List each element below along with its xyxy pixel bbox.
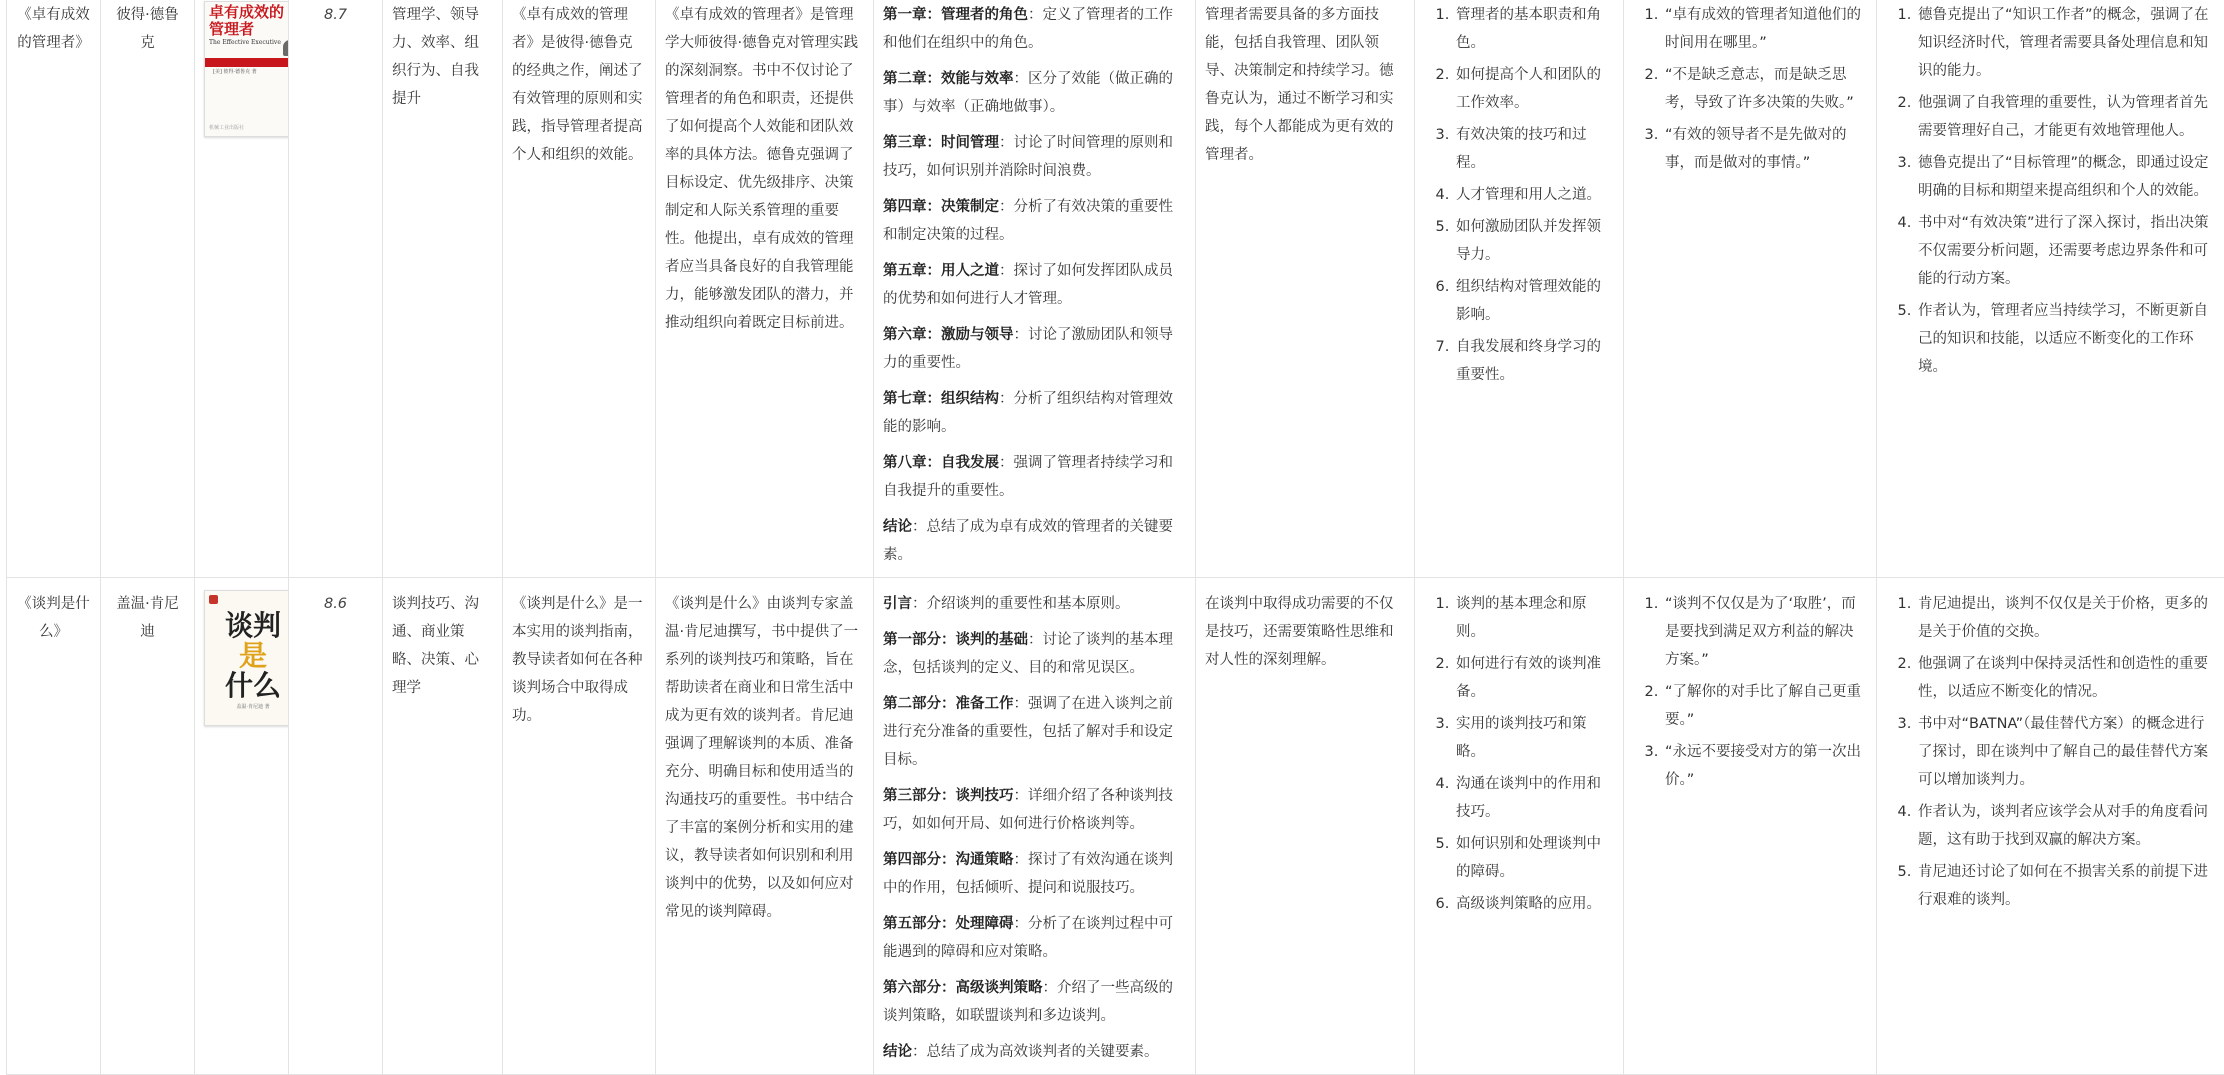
- chapter-item: 第一部分：谈判的基础：讨论了谈判的基本理念，包括谈判的定义、目的和常见误区。: [883, 626, 1186, 682]
- book-table: [6, 0, 2224, 1075]
- book-author: 彼得·德鲁克: [101, 0, 195, 578]
- chapter-item: 引言：介绍谈判的重要性和基本原则。: [883, 590, 1186, 618]
- list-item: 1. 德鲁克提出了“知识工作者”的概念，强调了在知识经济时代，管理者需要具备处理信息和知识的能力。: [1916, 1, 2215, 85]
- quotes: [1624, 0, 1877, 578]
- list-item: 3. “有效的领导者不是先做对的事，而是做对的事情。”: [1663, 121, 1867, 177]
- book-insight: 管理者需要具备的多方面技能，包括自我管理、团队领导、决策制定和持续学习。德鲁克认为，通过不断学习和实践，每个人都能成为更有效的管理者。: [1196, 0, 1415, 578]
- list-item: 5. 如何激励团队并发挥领导力。: [1454, 213, 1614, 269]
- book-cover-image[interactable]: [204, 1, 289, 137]
- chapter-item: 第五部分：处理障碍：分析了在谈判过程中可能遇到的障碍和应对策略。: [883, 910, 1186, 966]
- chapter-item: 结论：总结了成为卓有成效的管理者的关键要素。: [883, 513, 1186, 569]
- list-item: 4. 沟通在谈判中的作用和技巧。: [1454, 770, 1614, 826]
- key-points: [1415, 578, 1624, 1075]
- chapter-item: 第四部分：沟通策略：探讨了有效沟通在谈判中的作用，包括倾听、提问和说服技巧。: [883, 846, 1186, 902]
- book-score: 8.6: [289, 578, 383, 1075]
- table-row: [7, 578, 2224, 1075]
- cover-cell: [195, 0, 289, 578]
- chapter-item: 第三章：时间管理：讨论了时间管理的原则和技巧，如何识别并消除时间浪费。: [883, 129, 1186, 185]
- list-item: 3. “永远不要接受对方的第一次出价。”: [1663, 738, 1867, 794]
- list-item: 5. 肯尼迪还讨论了如何在不损害关系的前提下进行艰难的谈判。: [1916, 858, 2215, 914]
- book-score: 8.7: [289, 0, 383, 578]
- list-item: 2. 如何进行有效的谈判准备。: [1454, 650, 1614, 706]
- list-item: 1. 肯尼迪提出，谈判不仅仅是关于价格，更多的是关于价值的交换。: [1916, 590, 2215, 646]
- book-brief: 《卓有成效的管理者》是彼得·德鲁克的经典之作，阐述了有效管理的原则和实践，指导管理者提高个人和组织的效能。: [503, 0, 656, 578]
- chapter-item: 第八章：自我发展：强调了管理者持续学习和自我提升的重要性。: [883, 449, 1186, 505]
- list-item: 2. 他强调了在谈判中保持灵活性和创造性的重要性，以适应不断变化的情况。: [1916, 650, 2215, 706]
- chapter-item: 第二部分：准备工作：强调了在进入谈判之前进行充分准备的重要性，包括了解对手和设定目标。: [883, 690, 1186, 774]
- cover-cell: [195, 578, 289, 1075]
- book-title: 《卓有成效的管理者》: [7, 0, 101, 578]
- book-chapters: [874, 578, 1196, 1075]
- table-row: [7, 0, 2224, 578]
- list-item: 5. 如何识别和处理谈判中的障碍。: [1454, 830, 1614, 886]
- list-item: 3. 有效决策的技巧和过程。: [1454, 121, 1614, 177]
- cover-title: 卓有成效的管理者: [209, 4, 289, 38]
- chapter-item: 第五章：用人之道：探讨了如何发挥团队成员的优势和如何进行人才管理。: [883, 257, 1186, 313]
- book-insight: 在谈判中取得成功需要的不仅是技巧，还需要策略性思维和对人性的深刻理解。: [1196, 578, 1415, 1075]
- list-item: 2. “了解你的对手比了解自己更重要。”: [1663, 678, 1867, 734]
- list-item: 6. 组织结构对管理效能的影响。: [1454, 273, 1614, 329]
- cover-subtitle: The Effective Executive: [209, 39, 281, 47]
- list-item: 6. 高级谈判策略的应用。: [1454, 890, 1614, 918]
- cover-publisher: 机械工业出版社: [209, 125, 244, 132]
- list-item: 7. 自我发展和终身学习的重要性。: [1454, 333, 1614, 389]
- quotes: [1624, 578, 1877, 1075]
- list-item: 1. 管理者的基本职责和角色。: [1454, 1, 1614, 57]
- list-item: 2. “不是缺乏意志，而是缺乏思考，导致了许多决策的失败。”: [1663, 61, 1867, 117]
- book-tags: 谈判技巧、沟通、商业策略、决策、心理学: [383, 578, 503, 1075]
- publisher-logo-icon: [209, 595, 218, 604]
- list-item: 1. “谈判不仅仅是为了‘取胜’，而是要找到满足双方利益的解决方案。”: [1663, 590, 1867, 674]
- list-item: 2. 他强调了自我管理的重要性，认为管理者首先需要管理好自己，才能更有效地管理他人。: [1916, 89, 2215, 145]
- chapter-item: 第六章：激励与领导：讨论了激励团队和领导力的重要性。: [883, 321, 1186, 377]
- chapter-item: 第二章：效能与效率：区分了效能（做正确的事）与效率（正确地做事）。: [883, 65, 1186, 121]
- book-cover-image[interactable]: [204, 590, 289, 726]
- book-title: 《谈判是什么》: [7, 578, 101, 1075]
- book-brief: 《谈判是什么》是一本实用的谈判指南，教导读者如何在各种谈判场合中取得成功。: [503, 578, 656, 1075]
- list-item: 5. 作者认为，管理者应当持续学习，不断更新自己的知识和技能，以适应不断变化的工作环境。: [1916, 297, 2215, 381]
- book-summary: 《谈判是什么》由谈判专家盖温·肯尼迪撰写，书中提供了一系列的谈判技巧和策略，旨在帮助读者在商业和日常生活中成为更有效的谈判者。肯尼迪强调了理解谈判的本质、准备充分、明确目标和使用适当的沟通技巧的重要性。书中结合了丰富的案例分析和实用的建议，教导读者如何识别和利用谈判中的优势，以及如何应对常见的谈判障碍。: [656, 578, 874, 1075]
- book-tags: 管理学、领导力、效率、组织行为、自我提升: [383, 0, 503, 578]
- key-points: [1415, 0, 1624, 578]
- cover-subtitle: 盖温·肯尼迪 著: [205, 704, 289, 711]
- author-portrait-icon: [283, 40, 289, 56]
- chapter-item: 第三部分：谈判技巧：详细介绍了各种谈判技巧，如如何开局、如何进行价格谈判等。: [883, 782, 1186, 838]
- list-item: 4. 书中对“有效决策”进行了深入探讨，指出决策不仅需要分析问题，还需要考虑边界条件和可能的行动方案。: [1916, 209, 2215, 293]
- book-chapters: [874, 0, 1196, 578]
- cover-author: [美] 彼得·德鲁克 著: [213, 69, 257, 76]
- cover-title: 谈判 是 什么: [205, 611, 289, 701]
- list-item: 4. 人才管理和用人之道。: [1454, 181, 1614, 209]
- chapter-item: 第七章：组织结构：分析了组织结构对管理效能的影响。: [883, 385, 1186, 441]
- views: [1877, 0, 2224, 578]
- book-summary: 《卓有成效的管理者》是管理学大师彼得·德鲁克对管理实践的深刻洞察。书中不仅讨论了管理者的角色和职责，还提供了如何提高个人效能和团队效率的具体方法。德鲁克强调了目标设定、优先级排序、决策制定和人际关系管理的重要性。他提出，卓有成效的管理者应当具备良好的自我管理能力，能够激发团队的潜力，并推动组织向着既定目标前进。: [656, 0, 874, 578]
- chapter-item: 第四章：决策制定：分析了有效决策的重要性和制定决策的过程。: [883, 193, 1186, 249]
- list-item: 4. 作者认为，谈判者应该学会从对手的角度看问题，这有助于找到双赢的解决方案。: [1916, 798, 2215, 854]
- list-item: 3. 书中对“BATNA”（最佳替代方案）的概念进行了探讨，即在谈判中了解自己的最佳替代方案可以增加谈判力。: [1916, 710, 2215, 794]
- chapter-item: 结论：总结了成为高效谈判者的关键要素。: [883, 1038, 1186, 1066]
- list-item: 3. 实用的谈判技巧和策略。: [1454, 710, 1614, 766]
- chapter-item: 第六部分：高级谈判策略：介绍了一些高级的谈判策略，如联盟谈判和多边谈判。: [883, 974, 1186, 1030]
- views: [1877, 578, 2224, 1075]
- cover-band: [205, 58, 289, 67]
- list-item: 1. 谈判的基本理念和原则。: [1454, 590, 1614, 646]
- list-item: 2. 如何提高个人和团队的工作效率。: [1454, 61, 1614, 117]
- list-item: 1. “卓有成效的管理者知道他们的时间用在哪里。”: [1663, 1, 1867, 57]
- book-author: 盖温·肯尼迪: [101, 578, 195, 1075]
- chapter-item: 第一章：管理者的角色：定义了管理者的工作和他们在组织中的角色。: [883, 1, 1186, 57]
- list-item: 3. 德鲁克提出了“目标管理”的概念，即通过设定明确的目标和期望来提高组织和个人的效能。: [1916, 149, 2215, 205]
